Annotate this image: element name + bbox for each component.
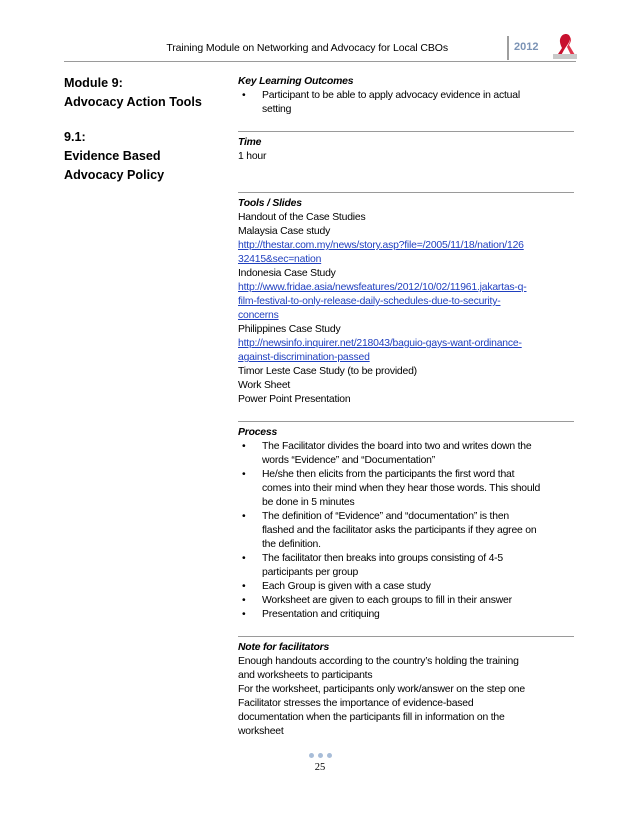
header-title: Training Module on Networking and Advocacy for Local CBOs [166,42,448,54]
section-number: 9.1: [64,130,86,144]
bullet-icon: • [242,553,246,564]
key-learning-outcomes-section [238,75,574,132]
list-item: • Presentation and critiquing [242,609,380,620]
indonesia-case-link[interactable]: http://www.fridae.asia/newsfeatures/2012/10/02/11961.jakartas-q- [238,282,527,293]
module-number: Module 9: [64,76,123,90]
notes-line: Enough handouts according to the country’s holding the training [238,656,519,667]
time-section [238,136,574,193]
notes-line: For the worksheet, participants only work/answer on the step one [238,684,525,695]
bullet-icon: • [242,511,246,522]
bullet-icon: • [242,581,246,592]
lesson-content [238,75,574,757]
list-item: • The facilitator then breaks into groups consisting of 4-5 participants per group [242,553,503,578]
section-name-line2: Advocacy Policy [64,168,165,182]
notes-line: worksheet [238,726,284,737]
process-section [238,426,574,637]
list-item: • Each Group is given with a case study [242,581,431,592]
philippines-case-label: Philippines Case Study [238,324,341,335]
time-heading: Time [238,137,262,148]
bullet-icon: • [242,441,246,452]
indonesia-case-link-cont[interactable]: film-festival-to-only-release-daily-schedules-due-to-security- [238,296,501,307]
worksheet-label: Work Sheet [238,380,291,391]
bullet-icon: • [242,90,246,101]
page-number: 25 [314,762,326,773]
footer-dots-icon [309,753,333,759]
module-sidebar [64,74,224,185]
time-value: 1 hour [238,151,267,162]
bullet-icon: • [242,595,246,606]
malaysia-case-link[interactable]: http://thestar.com.my/news/story.asp?file=/2005/11/18/nation/126 [238,240,524,251]
process-list [238,440,574,622]
module-name: Advocacy Action Tools [64,95,202,109]
indonesia-case-link-end[interactable]: concerns [238,310,279,321]
malaysia-case-link-cont[interactable]: 32415&sec=nation [238,254,322,265]
philippines-case-link[interactable]: http://newsinfo.inquirer.net/218043/baguio-gays-want-ordinance- [238,338,522,349]
notes-heading: Note for facilitators [238,642,330,653]
section-name-line1: Evidence Based [64,149,161,163]
module-title [64,74,224,112]
header-rule [64,61,576,62]
notes-for-facilitators-section [238,641,574,753]
notes-line: Facilitator stresses the importance of evidence-based [238,698,474,709]
handout-label: Handout of the Case Studies [238,212,366,223]
indonesia-case-label: Indonesia Case Study [238,268,336,279]
timor-leste-case-label: Timor Leste Case Study (to be provided) [238,366,417,377]
red-ribbon-logo-icon [550,33,580,61]
notes-line: documentation when the participants fill in information on the [238,712,505,723]
powerpoint-label: Power Point Presentation [238,394,351,405]
list-item: • The definition of “Evidence” and “documentation” is then flashed and the facilitator asks the participants if they agree on the definition. [242,511,537,550]
list-item: • Participant to be able to apply advocacy evidence in actual setting [242,90,520,115]
notes-line: and worksheets to participants [238,670,373,681]
process-heading: Process [238,427,278,438]
malaysia-case-label: Malaysia Case study [238,226,331,237]
bullet-icon: • [242,469,246,480]
tools-slides-section [238,197,574,422]
page-header [166,36,576,60]
section-title [64,128,224,185]
list-item: • Worksheet are given to each groups to fill in their answer [242,595,512,606]
outcomes-heading: Key Learning Outcomes [238,76,354,87]
header-year: 2012 [514,41,539,53]
header-divider [507,36,509,60]
philippines-case-link-cont[interactable]: against-discrimination-passed [238,352,370,363]
list-item: • The Facilitator divides the board into two and writes down the words “Evidence” and “Documentation” [242,441,532,466]
list-item: • He/she then elicits from the participants the first word that comes into their mind when they hear those words. This should be done in 5 minutes [242,469,541,508]
outcomes-list [238,89,574,117]
tools-heading: Tools / Slides [238,198,302,209]
bullet-icon: • [242,609,246,620]
